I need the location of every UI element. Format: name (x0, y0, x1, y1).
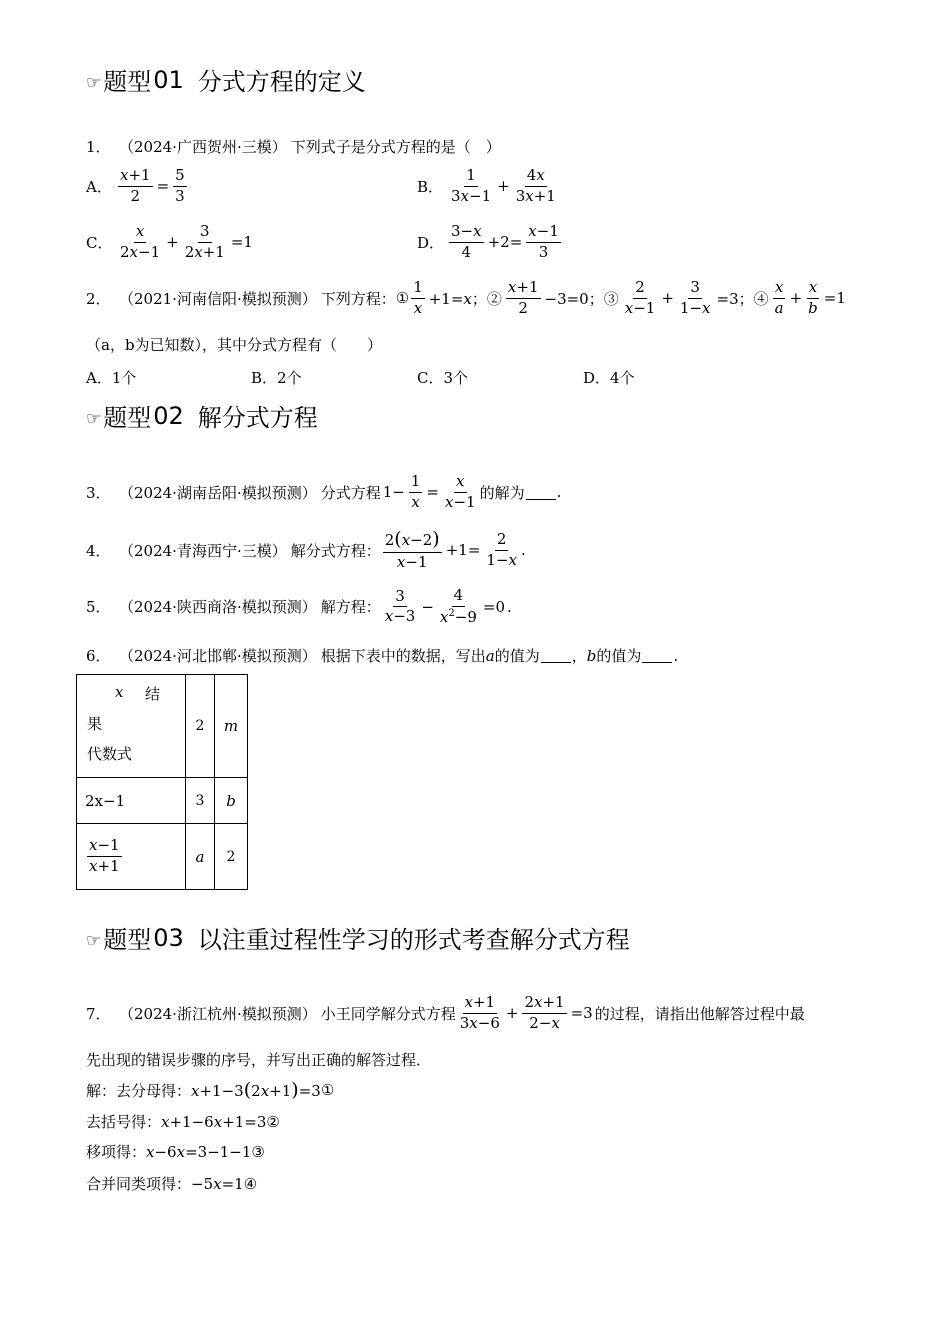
header-x: x (115, 683, 124, 701)
question-source: （2024·青海西宁·三模） (119, 541, 287, 560)
question-text: 根据下表中的数据，写出 (320, 647, 486, 665)
section-heading-01 (86, 62, 366, 97)
question-text: （a，b为已知数），其中分式方程有（ ） (86, 336, 383, 354)
math-fraction: $\frac{1}{x}$ (413, 278, 423, 317)
question-number: 7． (86, 1004, 111, 1023)
question-text: 下列方程： (320, 289, 396, 308)
question-1 (86, 136, 501, 157)
step-marker: ③ (251, 1142, 265, 1161)
table-cell (77, 824, 186, 890)
math-fraction: $\frac{4}{x^2-9}$ (439, 586, 477, 626)
math-fraction: $\frac{3-x}{4}$ (451, 222, 482, 261)
option-text: B．2个 (251, 369, 302, 387)
section-label: 题型 (103, 926, 152, 954)
pointing-hand-icon: ☞ (86, 930, 102, 951)
math-fraction: $\frac{2}{1-x}$ (486, 530, 517, 569)
question-number: 3． (86, 483, 111, 502)
table-cell: 3 (186, 778, 215, 824)
answer-blank-b[interactable] (642, 648, 672, 663)
question-number: 2． (86, 289, 111, 308)
table-cell: b (215, 778, 248, 824)
question-source: （2021·河南信阳·模拟预测） (119, 289, 317, 308)
section-name: 解分式方程 (197, 404, 318, 432)
option-a (86, 367, 136, 388)
question-6 (86, 645, 678, 666)
question-number: 4． (86, 541, 111, 560)
solution-step-2: 去括号得： x+1−6x+1=3 ② (86, 1112, 280, 1131)
section-number: 03 (153, 923, 184, 952)
math-fraction: $\frac{x-1}{3}$ (528, 222, 559, 261)
question-number: 5． (86, 598, 111, 617)
expression-label: 2x−1 (85, 791, 126, 810)
punctuation: . (673, 646, 679, 665)
math-fraction: $\frac{x}{x-1}$ (444, 472, 476, 511)
step-marker: ② (266, 1112, 280, 1131)
question-2: 2． （2021·河南信阳·模拟预测） 下列方程： ① $\frac{1}{x}$ +1=x；② $\frac{x+1}{2}$ −3=0；③ $\frac{2}{x-1}$ + $\frac{3}{1-x}$ =3；④ $\frac{x}{a}$ + $\frac{x}{b}$ =1 (86, 278, 846, 317)
step-marker: ① (320, 1081, 335, 1099)
section-number: 02 (153, 401, 184, 430)
question-text: 解方程： (320, 598, 381, 617)
option-c: C． $\frac{x}{2x-1}$ + $\frac{3}{2x+1}$ =1 (86, 222, 253, 261)
option-a: A． $\frac{x+1}{2}$ = $\frac{5}{3}$ (86, 166, 185, 205)
question-number: 1． (86, 138, 111, 156)
table-row (77, 675, 248, 778)
option-text: C．3个 (417, 369, 469, 387)
section-label: 题型 (103, 404, 152, 432)
option-label: C． (86, 233, 113, 252)
math-fraction: $\frac{x+1}{2}$ (120, 166, 151, 205)
table-cell: 2 (186, 675, 215, 778)
step-label: 合并同类项得： (86, 1175, 192, 1193)
header-result2: 果 (87, 715, 103, 733)
question-2-line2 (86, 334, 382, 355)
variable-b: b (586, 646, 597, 665)
question-source: （2024·浙江杭州·模拟预测） (119, 1004, 317, 1023)
math-fraction: $\frac{x+1}{2}$ (507, 278, 539, 317)
question-5: 5． （2024·陕西商洛·模拟预测） 解方程： $\frac{3}{x-3}$ − $\frac{4}{x^2-9}$ =0 . (86, 586, 512, 626)
option-b (251, 367, 302, 388)
math-fraction: $\frac{x}{2x-1}$ (120, 222, 161, 261)
question-text: 的解为 (479, 483, 525, 502)
section-name: 以注重过程性学习的形式考查解分式方程 (197, 926, 630, 954)
option-d (583, 367, 635, 388)
option-d: D． $\frac{3-x}{4}$ +2= $\frac{x-1}{3}$ (417, 222, 559, 261)
question-text: 分式方程 (320, 483, 381, 502)
math-fraction: $\frac{3}{x-3}$ (384, 586, 416, 626)
math-fraction: $\frac{4x}{3x+1}$ (515, 166, 556, 205)
table-row (77, 778, 248, 824)
option-label: D． (417, 233, 445, 252)
question-text: 的值为 (494, 647, 540, 665)
question-7: 7． （2024·浙江杭州·模拟预测） 小王同学解分式方程 $\frac{x+1}{3x-6}$ + $\frac{2x+1}{2-x}$ =3 的过程，请指出他解答过程中最 (86, 993, 805, 1032)
answer-blank-a[interactable] (541, 648, 571, 663)
math-fraction: $\frac{x}{a}$ (774, 278, 784, 317)
step-marker: ④ (243, 1174, 258, 1193)
table-row (77, 824, 248, 890)
answer-blank[interactable] (526, 485, 556, 500)
math-fraction: $\frac{1}{3x-1}$ (451, 166, 492, 205)
solution-step-1: 解：去分母得： x+1−3(2x+1)=3 ① (86, 1079, 335, 1101)
question-source: （2024·湖南岳阳·模拟预测） (119, 483, 317, 502)
solution-step-4: 合并同类项得： −5x=1 ④ (86, 1174, 258, 1193)
question-4: 4． （2024·青海西宁·三模） 解分式方程： $\frac{2(x-2)}{x-1}$ +1= $\frac{2}{1-x}$ . (86, 528, 526, 571)
punctuation: . (556, 483, 562, 502)
question-text: 的过程，请指出他解答过程中最 (594, 1004, 805, 1023)
math-fraction: $\frac{1}{x}$ (410, 472, 421, 511)
section-heading-03 (86, 920, 630, 955)
section-heading-02 (86, 398, 318, 433)
question-7-line2 (86, 1049, 431, 1070)
question-text: 的值为 (596, 647, 642, 665)
step-label: 去括号得： (86, 1113, 162, 1131)
table-cell: m (215, 675, 248, 778)
punctuation: ， (571, 647, 587, 665)
option-label: A． (86, 177, 112, 196)
question-text: 小王同学解分式方程 (320, 1004, 456, 1023)
question-text: 下列式子是分式方程的是（ ） (290, 138, 501, 156)
math-fraction: $\frac{2(x-2)}{x-1}$ (384, 528, 440, 571)
table-cell: a (186, 824, 215, 890)
table-cell (77, 778, 186, 824)
punctuation: . (521, 541, 526, 560)
math-fraction: $\frac{3}{1-x}$ (679, 278, 711, 317)
option-c (417, 367, 468, 388)
pointing-hand-icon: ☞ (86, 72, 102, 93)
math-fraction: $\frac{3}{2x+1}$ (184, 222, 225, 261)
solution-step-3: 移项得： x−6x=3−1−1 ③ (86, 1142, 265, 1161)
question-source: （2024·陕西商洛·模拟预测） (119, 598, 317, 617)
math-fraction: $\frac{x+1}{3x-6}$ (459, 993, 500, 1032)
question-source: （2024·河北邯郸·模拟预测） (119, 647, 317, 665)
option-text: D．4个 (583, 369, 635, 387)
header-expression: 代数式 (87, 745, 133, 763)
table-header-cell (77, 675, 186, 778)
section-number: 01 (153, 65, 184, 94)
pointing-hand-icon: ☞ (86, 408, 102, 429)
math-fraction: $\frac{x-1}{x+1}$ (89, 836, 120, 875)
question-text: 先出现的错误步骤的序号，并写出正确的解答过程． (86, 1051, 432, 1069)
math-fraction: $\frac{2x+1}{2-x}$ (524, 993, 565, 1032)
header-result: 结 (145, 685, 161, 703)
option-b: B． $\frac{1}{3x-1}$ + $\frac{4x}{3x+1}$ (417, 166, 556, 205)
section-label: 题型 (103, 68, 152, 96)
math-fraction: $\frac{5}{3}$ (175, 166, 185, 205)
math-fraction: $\frac{x}{b}$ (808, 278, 818, 317)
question-3: 3． （2024·湖南岳阳·模拟预测） 分式方程 1− $\frac{1}{x}$ = $\frac{x}{x-1}$ 的解为 . (86, 472, 562, 511)
question-text: 解分式方程： (290, 541, 381, 560)
punctuation: . (507, 597, 512, 616)
question-source: （2024·广西贺州·三模） (119, 138, 287, 156)
step-label: 解：去分母得： (86, 1081, 192, 1100)
section-name: 分式方程的定义 (197, 68, 366, 96)
option-label: B． (417, 177, 444, 196)
step-label: 移项得： (86, 1143, 147, 1161)
question-number: 6． (86, 647, 111, 665)
data-table (76, 674, 248, 890)
table-cell: 2 (215, 824, 248, 890)
variable-a: a (485, 646, 495, 665)
option-text: A．1个 (86, 369, 137, 387)
math-fraction: $\frac{2}{x-1}$ (624, 278, 656, 317)
